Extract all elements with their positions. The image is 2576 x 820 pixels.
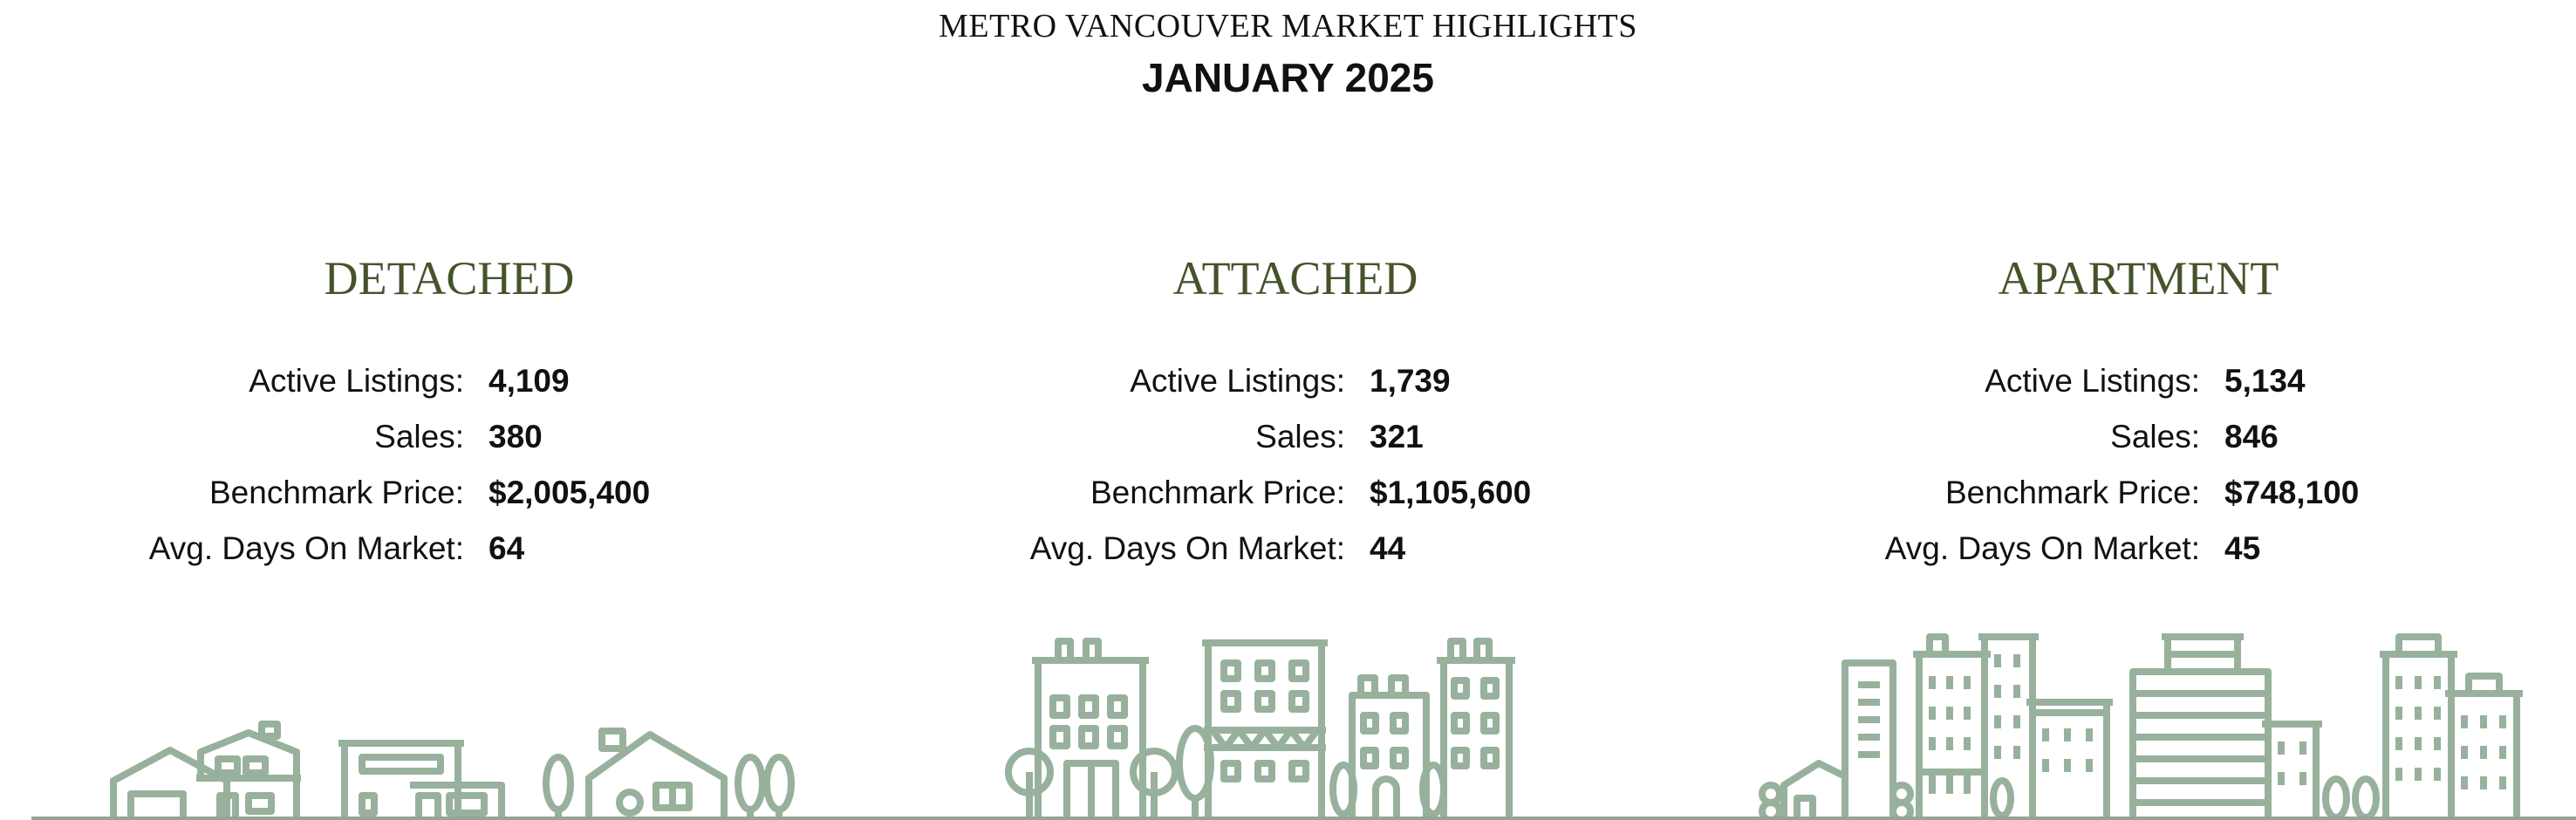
report-supertitle: METRO VANCOUVER MARKET HIGHLIGHTS — [939, 8, 1637, 44]
stat-value: 321 — [1370, 419, 1424, 454]
stat-row-sales — [1701, 409, 2576, 465]
stat-value: 44 — [1370, 530, 1406, 566]
attached-column — [859, 0, 1732, 820]
stat-value: 4,109 — [489, 363, 570, 399]
stat-label: Avg. Days On Market: — [1884, 530, 2200, 566]
stat-row-benchmark-price — [0, 465, 899, 521]
stat-value: 64 — [489, 530, 525, 566]
houses-illustration — [0, 698, 899, 820]
report-title: JANUARY 2025 — [1142, 55, 1434, 100]
stat-row-days-on-market — [0, 521, 899, 577]
stat-label: Sales: — [374, 419, 464, 454]
stat-value: 1,739 — [1370, 363, 1451, 399]
stat-row-active-listings — [1701, 353, 2576, 409]
stat-value: 5,134 — [2224, 363, 2306, 399]
attached-stats — [859, 353, 1732, 577]
stat-row-active-listings — [859, 353, 1732, 409]
stat-label: Active Listings: — [1985, 363, 2200, 399]
stat-value: $1,105,600 — [1370, 475, 1532, 510]
stat-row-active-listings — [0, 353, 899, 409]
stat-label: Sales: — [2110, 419, 2200, 454]
stat-label: Sales: — [1255, 419, 1345, 454]
stat-value: $2,005,400 — [489, 475, 651, 510]
stat-label: Benchmark Price: — [1945, 475, 2200, 510]
stat-row-days-on-market — [1701, 521, 2576, 577]
stat-value: 846 — [2224, 419, 2279, 454]
stat-label: Avg. Days On Market: — [1029, 530, 1345, 566]
apartment-column — [1701, 0, 2576, 820]
apartment-towers-illustration — [1701, 624, 2576, 820]
apartment-stats — [1701, 353, 2576, 577]
stat-row-benchmark-price — [859, 465, 1732, 521]
stat-row-sales — [859, 409, 1732, 465]
stat-value: 380 — [489, 419, 543, 454]
stat-row-days-on-market — [859, 521, 1732, 577]
stat-label: Benchmark Price: — [209, 475, 464, 510]
attached-heading: ATTACHED — [1172, 252, 1418, 304]
stat-value: 45 — [2224, 530, 2261, 566]
stat-label: Active Listings: — [1130, 363, 1345, 399]
stat-row-sales — [0, 409, 899, 465]
apartment-heading: APARTMENT — [1998, 252, 2279, 304]
stat-label: Benchmark Price: — [1090, 475, 1345, 510]
ground-line — [31, 817, 2576, 820]
stat-label: Avg. Days On Market: — [148, 530, 464, 566]
detached-stats — [0, 353, 899, 577]
stat-row-benchmark-price — [1701, 465, 2576, 521]
detached-heading: DETACHED — [324, 252, 575, 304]
stat-label: Active Listings: — [249, 363, 464, 399]
detached-column — [0, 0, 899, 820]
townhouses-illustration — [859, 632, 1732, 820]
stat-value: $748,100 — [2224, 475, 2360, 510]
